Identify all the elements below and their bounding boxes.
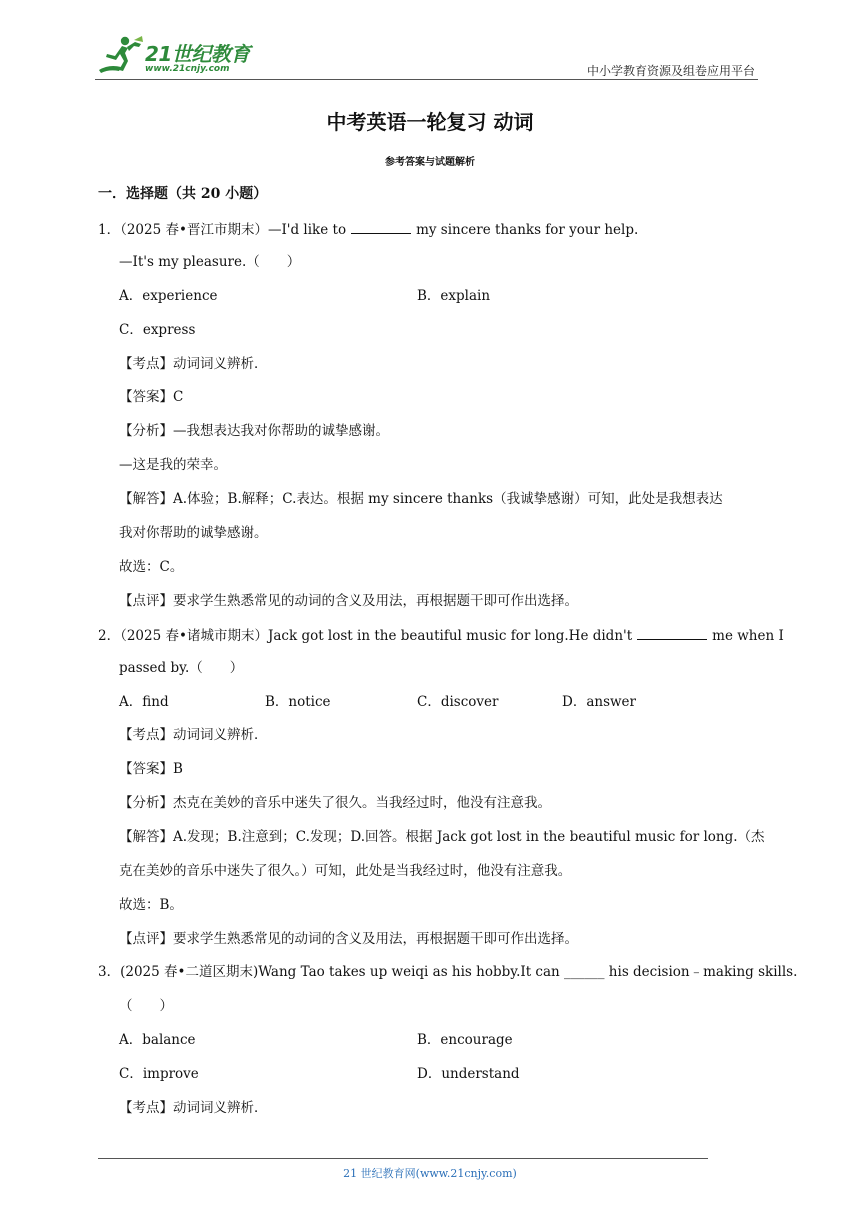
- question-1-stem-after: my sincere thanks for your help.: [416, 222, 639, 238]
- answer-blank: [637, 625, 707, 640]
- footer-link[interactable]: 21 世纪教育网(www.21cnjy.com): [343, 1167, 517, 1180]
- question-1-stem-before: 1．（2025 春•晋江市期末）—I'd like to: [98, 222, 347, 238]
- question-1-choose: 故选：C。: [119, 559, 184, 575]
- question-1-kaodian: 【考点】动词词义辨析．: [119, 356, 268, 372]
- question-2-stem-line2: passed by.（ ）: [119, 660, 244, 676]
- question-2-choose: 故选：B。: [119, 897, 183, 913]
- question-3-option-b[interactable]: B．encourage: [417, 1032, 513, 1048]
- question-2-option-b[interactable]: B．notice: [265, 694, 331, 710]
- site-logo[interactable]: [95, 34, 265, 78]
- question-1-option-b[interactable]: B．explain: [417, 288, 491, 304]
- footer-divider: [98, 1158, 708, 1159]
- question-2-option-d[interactable]: D．answer: [562, 694, 636, 710]
- question-1-option-a[interactable]: A．experience: [119, 288, 218, 304]
- question-2-stem-before: 2．（2025 春•诸城市期末）Jack got lost in the beautiful music for long.He didn't: [98, 628, 633, 644]
- document-subtitle: 参考答案与试题解析: [385, 157, 475, 168]
- question-3-kaodian: 【考点】动词词义辨析．: [119, 1100, 268, 1116]
- question-3-stem: 3．(2025 春•二道区期末)Wang Tao takes up weiqi as his hobby.It can ______ his decision﹣making skills.: [98, 964, 798, 980]
- platform-name: 中小学教育资源及组卷应用平台: [586, 64, 755, 78]
- question-3-option-c[interactable]: C．improve: [119, 1066, 199, 1082]
- question-1-answer: 【答案】C: [119, 389, 184, 405]
- question-2-kaodian: 【考点】动词词义辨析．: [119, 727, 268, 743]
- question-3-option-a[interactable]: A．balance: [119, 1032, 196, 1048]
- question-2-solution-line1: 【解答】A.发现；B.注意到；C.发现；D.回答。根据 Jack got lost in the beautiful music for long.（杰: [119, 829, 765, 845]
- document-title: 中考英语一轮复习 动词: [326, 110, 534, 134]
- question-1-solution-line1: 【解答】A.体验；B.解释；C.表达。根据 my sincere thanks（我诚挚感谢）可知，此处是我想表达: [119, 491, 723, 507]
- question-2-option-c[interactable]: C．discover: [417, 694, 499, 710]
- question-3-stem-line2: （ ）: [119, 998, 173, 1014]
- question-2-comment: 【点评】要求学生熟悉常见的动词的含义及用法，再根据题干即可作出选择。: [119, 931, 578, 947]
- runner-logo-icon: [95, 34, 145, 78]
- logo-url: www.21cnjy.com: [145, 64, 230, 74]
- question-2-analysis: 【分析】杰克在美妙的音乐中迷失了很久。当我经过时，他没有注意我。: [119, 795, 551, 811]
- header-divider: [95, 79, 758, 80]
- question-1-option-c[interactable]: C．express: [119, 322, 196, 338]
- question-2-stem-after: me when I: [712, 628, 784, 644]
- question-2-option-a[interactable]: A．find: [119, 694, 169, 710]
- logo-title: 21世纪教育: [145, 42, 250, 66]
- question-2-stem: [98, 625, 784, 645]
- question-2-answer: 【答案】B: [119, 761, 183, 777]
- answer-blank: [351, 219, 411, 234]
- section-heading: 一．选择题（共 20 小题）: [98, 186, 268, 202]
- question-1-stem-line2: —It's my pleasure.（ ）: [119, 254, 301, 270]
- question-3-option-d[interactable]: D．understand: [417, 1066, 520, 1082]
- question-1-analysis-line2: —这是我的荣幸。: [119, 457, 227, 473]
- question-1-analysis-line1: 【分析】—我想表达我对你帮助的诚挚感谢。: [119, 423, 389, 439]
- question-2-solution-line2: 克在美妙的音乐中迷失了很久。）可知，此处是当我经过时，他没有注意我。: [119, 863, 572, 879]
- question-1-solution-line2: 我对你帮助的诚挚感谢。: [119, 525, 268, 541]
- question-1-stem: [98, 219, 638, 239]
- question-1-comment: 【点评】要求学生熟悉常见的动词的含义及用法，再根据题干即可作出选择。: [119, 593, 578, 609]
